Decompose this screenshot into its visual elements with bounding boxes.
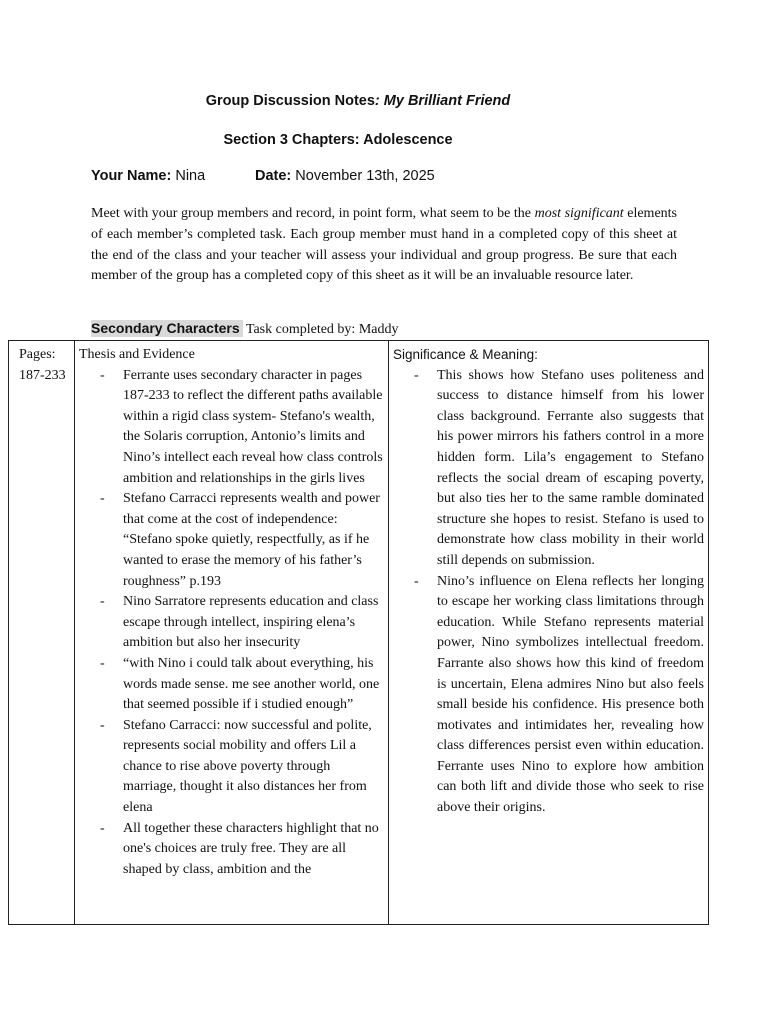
list-item bbox=[389, 572, 708, 819]
notes-table bbox=[8, 340, 709, 925]
list-item bbox=[75, 819, 388, 881]
bullet-dash: - bbox=[100, 655, 105, 671]
thesis-point-text: Nino Sarratore represents education and class escape through intellect, inspiring elena’s ambition but also her insecurity bbox=[123, 594, 379, 651]
bullet-dash: - bbox=[100, 717, 105, 733]
title-book: My Brilliant Friend bbox=[383, 93, 511, 109]
list-item bbox=[75, 366, 388, 490]
bullet-dash: - bbox=[100, 367, 105, 383]
pages-label: Pages: bbox=[19, 347, 56, 362]
significance-point-text: This shows how Stefano uses politeness and success to distance himself from his lower class background. Ferrante also suggests that his power mirrors his fathers control in a more hidden form. Lila’s engagement to Stefano reflects the social dream of escaping poverty, but also ties her to the same ramble dominated structure she hopes to resist. Stefano is used to demonstrate how class mobility in their world still depends on submission. bbox=[437, 367, 704, 568]
completed-by: Task completed by: Maddy bbox=[242, 322, 399, 337]
instructions-paragraph bbox=[91, 204, 677, 287]
instructions-part-1: Meet with your group members and record, in point form, what seem to be the bbox=[91, 206, 535, 221]
list-item bbox=[389, 366, 708, 572]
thesis-cell bbox=[75, 341, 389, 925]
list-item bbox=[75, 654, 388, 716]
significance-heading: Significance & Meaning: bbox=[393, 347, 538, 362]
name-date-row bbox=[91, 168, 435, 184]
list-item bbox=[75, 489, 388, 592]
thesis-point-text: Ferrante uses secondary character in pages 187-233 to reflect the different paths available within a rigid class system- Stefano's wealth, the Solaris corruption, Antonio’s limits and Nino’s intellect each reveal how class controls ambition and relationships in the girls lives bbox=[123, 367, 383, 486]
significance-point-text: Nino’s influence on Elena reflects her longing to escape her working class limitations through education. While Stefano represents material power, Nino symbolizes intellectual freedom. Farrante also shows how this kind of freedom is uncertain, Elena admires Nino but also feels small beside his confidence. His presence both motivates and intimidates her, revealing how class differences persist even within education. Ferrante uses Nino to explore how ambition can both lift and divide those who seek to rise above their origins. bbox=[437, 573, 704, 816]
name-value: Nina bbox=[171, 168, 206, 184]
section-label: Secondary Characters bbox=[91, 320, 243, 337]
name-label: Your Name: bbox=[91, 168, 172, 184]
bullet-dash: - bbox=[100, 594, 105, 610]
date-block bbox=[255, 168, 435, 184]
table-row bbox=[9, 341, 709, 925]
significance-list bbox=[389, 366, 708, 819]
pages-value: 187-233 bbox=[19, 367, 66, 383]
list-item bbox=[75, 716, 388, 819]
thesis-point-text: Stefano Carracci represents wealth and power that come at the cost of independence: “Stefano spoke quietly, respectfully, as if he wanted to erase the memory of his father’s roughness” p.193 bbox=[123, 491, 380, 589]
thesis-body bbox=[75, 341, 388, 896]
section-subtitle: Section 3 Chapters: Adolescence bbox=[223, 132, 453, 148]
title-separator: : bbox=[374, 93, 384, 109]
significance-cell bbox=[389, 341, 709, 925]
pages-cell bbox=[9, 341, 75, 925]
thesis-point-text: Stefano Carracci: now successful and polite, represents social mobility and offers Lil a chance to rise above poverty through marriage, thought it also distances her from elena bbox=[123, 717, 372, 816]
list-item bbox=[75, 592, 388, 654]
instructions-emphasis: most significant bbox=[534, 206, 624, 221]
section-heading bbox=[91, 320, 399, 338]
thesis-list bbox=[75, 366, 388, 881]
bullet-dash: - bbox=[414, 367, 419, 383]
title-prefix: Group Discussion Notes bbox=[205, 93, 375, 109]
bullet-dash: - bbox=[414, 573, 419, 589]
document-title bbox=[0, 93, 716, 109]
bullet-dash: - bbox=[100, 820, 105, 836]
thesis-point-text: All together these characters highlight that no one's choices are truly free. They are all shaped by class, ambition and the bbox=[123, 820, 379, 877]
date-label: Date: bbox=[255, 168, 292, 184]
instructions-part-2: elements of each member’s completed task. Each group member must hand in a completed copy of this sheet at the end of the class and your teacher will assess your individual and group progress. Be sure that each member of the group has a completed copy of this sheet as it will be an invaluable resource later. bbox=[91, 206, 677, 284]
thesis-point-text: “with Nino i could talk about everything, his words made sense. me see another world, one that seemed possible if i studied enough” bbox=[123, 655, 380, 713]
thesis-heading: Thesis and Evidence bbox=[79, 347, 195, 362]
date-value: November 13th, 2025 bbox=[291, 168, 435, 184]
bullet-dash: - bbox=[100, 491, 105, 507]
